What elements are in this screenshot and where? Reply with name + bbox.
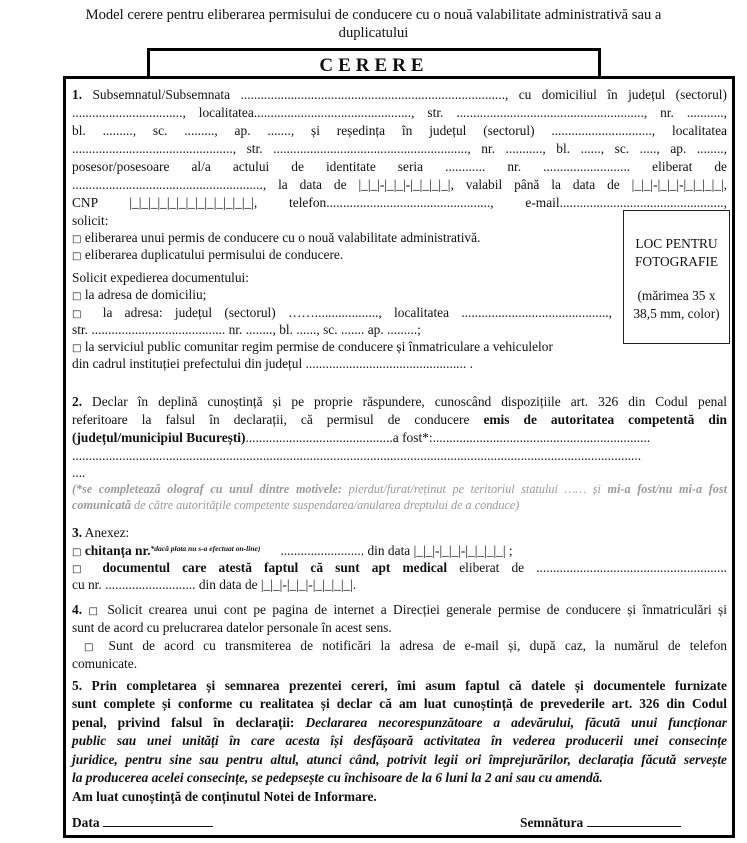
- section5-line-2: sunt complete și conforme cu realitatea și declar că am luat cunoștință de prevederile art. 326 din Codul: [72, 696, 727, 712]
- medical-field: eliberat de .........................................................: [459, 560, 728, 575]
- section2-line-5[interactable]: ....: [72, 465, 86, 480]
- delivery-label: Solicit expedierea documentului:: [72, 270, 250, 285]
- signature-line[interactable]: [587, 814, 681, 827]
- photo-label-1: LOC PENTRU: [635, 236, 718, 251]
- signature-label: Semnătura: [520, 815, 584, 830]
- section2-line-4[interactable]: ..........................................................................................................................................................................: [72, 448, 642, 463]
- section5-line-5: juridice, pentru sine sau pentru altul, atunci când, potrivit legii ori împrejurărilor, declarația făcută servește: [72, 751, 727, 767]
- delivery-home[interactable]: [72, 287, 206, 305]
- checkbox-icon[interactable]: □: [72, 251, 82, 262]
- medical-label: documentul care atestă faptul că sunt apt medical: [102, 560, 448, 575]
- option-duplicate-label: eliberarea duplicatului permisului de conducere.: [84, 247, 344, 262]
- section2-line-1-text: Declar în deplină cunoștință și pe proprie răspundere, cunoscând dispozițiile art. 326 din Codul penal: [92, 394, 727, 409]
- delivery-service-label: la serviciul public comunitar regim permise de conducere și înmatriculare a vehiculelor: [84, 339, 553, 354]
- checkbox-icon[interactable]: □: [72, 564, 91, 575]
- checkbox-icon[interactable]: □: [72, 343, 82, 354]
- date-line[interactable]: [103, 814, 213, 827]
- receipt-field: ......................... din data |_|_|-|_|_|-|_|_|_|_| ;: [280, 543, 513, 558]
- photo-placeholder-box: [623, 210, 730, 344]
- section4-line-1[interactable]: [72, 602, 727, 620]
- section5-line-3-bold: penal, privind falsul în declarații:: [72, 714, 306, 730]
- section3-label: [72, 525, 129, 541]
- section4-line-2: sunt de acord cu prelucrarea datelor personale în acest sens.: [72, 620, 392, 635]
- section2-note-line-2: [72, 497, 519, 513]
- delivery-address[interactable]: [72, 305, 612, 323]
- section2-line-2: [72, 412, 727, 428]
- delivery-home-label: la adresa de domiciliu;: [84, 287, 207, 302]
- section2-line-2-text: referitoare la falsul în declarații, că permisul de conducere: [72, 412, 470, 427]
- delivery-address-street[interactable]: str. ........................................ nr. ........, bl. ......, sc. ....... ap. .........;: [72, 322, 421, 337]
- cerere-heading-box: [147, 48, 601, 77]
- section1-line-5[interactable]: posesor/posesoare al/a actului de identitate seria ............ nr. .......................... eliberat de: [72, 159, 727, 174]
- photo-label-2: FOTOGRAFIE: [634, 254, 719, 269]
- checkbox-icon[interactable]: □: [72, 547, 82, 558]
- document-title: [0, 6, 747, 42]
- section5-line-3-italic: Declararea necorespunzătoare a adevărului, făcută unui funcționar: [305, 714, 728, 730]
- section2-number: 2.: [72, 394, 83, 409]
- section2-line-3[interactable]: [72, 430, 650, 446]
- checkbox-icon[interactable]: □: [72, 309, 91, 320]
- section1-line-2[interactable]: ................................., localitatea..............................................., str. ........................................................, nr. ...........,: [72, 105, 727, 120]
- signature-field[interactable]: [520, 814, 681, 831]
- delivery-address-label: la adresa: județul (sectorul) ……..................., localitatea ............................................,: [102, 305, 612, 320]
- acknowledgement: Am luat cunoștință de conținutul Notei de Informare.: [72, 789, 377, 804]
- option-new-validity-label: eliberarea unui permis de conducere cu o nouă valabilitate administrativă.: [84, 230, 481, 245]
- note-bold-2: mi-a fost/nu mi-a fost: [607, 482, 727, 496]
- section4-line-1-text: Solicit crearea unui cont pe pagina de internet a Direcției generale permise de conducere și înmatriculări și: [107, 602, 727, 617]
- section5-line-6: la producerea acelei consecințe, se pedepsește cu închisoare de la 6 luni la 2 ani sau cu amendă.: [72, 770, 603, 786]
- section1-line-7[interactable]: CNP |_|_|_|_|_|_|_|_|_|_|_|_|_|, telefon................................................., e-mail.................................................,: [72, 195, 727, 210]
- section5-declaration: [72, 677, 727, 787]
- solicit-label: solicit:: [72, 213, 109, 228]
- note-bold-3: comunicată: [72, 498, 131, 512]
- section1-line-3[interactable]: bl. ........., sc. ........., ap. ......., și reședința în județul (sectorul) .............................., localitatea: [72, 123, 727, 138]
- section1-line-1[interactable]: [72, 87, 727, 103]
- checkbox-icon[interactable]: □: [72, 234, 82, 245]
- title-line-2: duplicatului: [338, 25, 409, 41]
- checkbox-icon[interactable]: □: [72, 291, 82, 302]
- section1-line-6[interactable]: ........................................................., la data de |_|_|-|_|_|-|_|_|_|_|, valabil până la data de |_|_|-|_|_|-|_|_|_|_|,: [72, 177, 727, 192]
- section3-receipt[interactable]: [72, 543, 513, 561]
- section4-number: 4.: [72, 602, 83, 617]
- date-label: Data: [72, 815, 100, 830]
- section4-line-3-text: Sunt de acord cu transmiterea de notificări la adresa de e-mail și, după caz, la numărul de telefon: [108, 638, 727, 653]
- receipt-label: chitanța nr.: [84, 543, 151, 558]
- section2-county-bold: (județul/municipiul București): [72, 430, 246, 445]
- section3-label-text: Anexez:: [84, 525, 130, 540]
- section1-line-4[interactable]: ................................................, str. .........................................................., nr. ..........., bl. ......, sc. ....., ap. ........,: [72, 141, 727, 156]
- photo-size-1: (mărimea 35 x: [637, 288, 716, 303]
- checkbox-icon[interactable]: □: [88, 606, 101, 617]
- title-line-1: Model cerere pentru eliberarea permisului de conducere cu o nouă valabilitate administrativă sau a: [85, 7, 662, 23]
- checkbox-icon[interactable]: □: [84, 642, 100, 653]
- section5-line-1: 5. Prin completarea și semnarea prezentei cereri, îmi asum faptul că datele și documentele furnizate: [72, 678, 727, 693]
- section3-medical-number[interactable]: cu nr. ........................... din data de |_|_|-|_|_|-|_|_|_|_|.: [72, 577, 357, 592]
- section2-line-1: [72, 394, 727, 410]
- section5-line-3: [72, 714, 727, 732]
- receipt-note: *dacă plata nu s-a efectuat on-line): [150, 544, 261, 553]
- note-regular-2: de către autoritățile competente suspendarea/anularea dreptului de a conduce): [130, 498, 520, 512]
- date-field[interactable]: [72, 814, 213, 831]
- section2-note-line-1: [72, 481, 727, 497]
- section2-reason-field: ............................................a fost*:.................................................................: [245, 430, 651, 445]
- option-new-validity[interactable]: [72, 230, 480, 248]
- section3-medical[interactable]: [72, 560, 727, 578]
- photo-size-2: 38,5 mm, color): [633, 306, 720, 321]
- section1-line-1-text: Subsemnatul/Subsemnata ..............................................................................., cu domiciliul în județul (sectorul): [92, 87, 727, 102]
- delivery-service-county[interactable]: din cadrul instituției prefectului din județul ................................................ .: [72, 356, 473, 371]
- section5-line-4: public sau unei unități în care acesta își desfășoară activitatea în vederea producerii unei consecințe: [72, 733, 727, 749]
- cerere-heading: CERERE: [319, 55, 429, 76]
- section4-line-3[interactable]: [84, 638, 727, 656]
- section4-line-4: comunicate.: [72, 656, 138, 671]
- note-regular-1: pierdut/furat/reținut pe teritoriul statului …… și: [341, 482, 608, 496]
- section1-number: 1.: [72, 87, 83, 102]
- section2-issuer-bold: emis de autoritatea competentă din: [483, 412, 727, 427]
- note-bold-1: (*se completează olograf cu unul dintre motivele:: [72, 482, 342, 496]
- option-duplicate[interactable]: [72, 247, 343, 265]
- delivery-service[interactable]: [72, 339, 553, 357]
- section3-number: 3.: [72, 525, 83, 540]
